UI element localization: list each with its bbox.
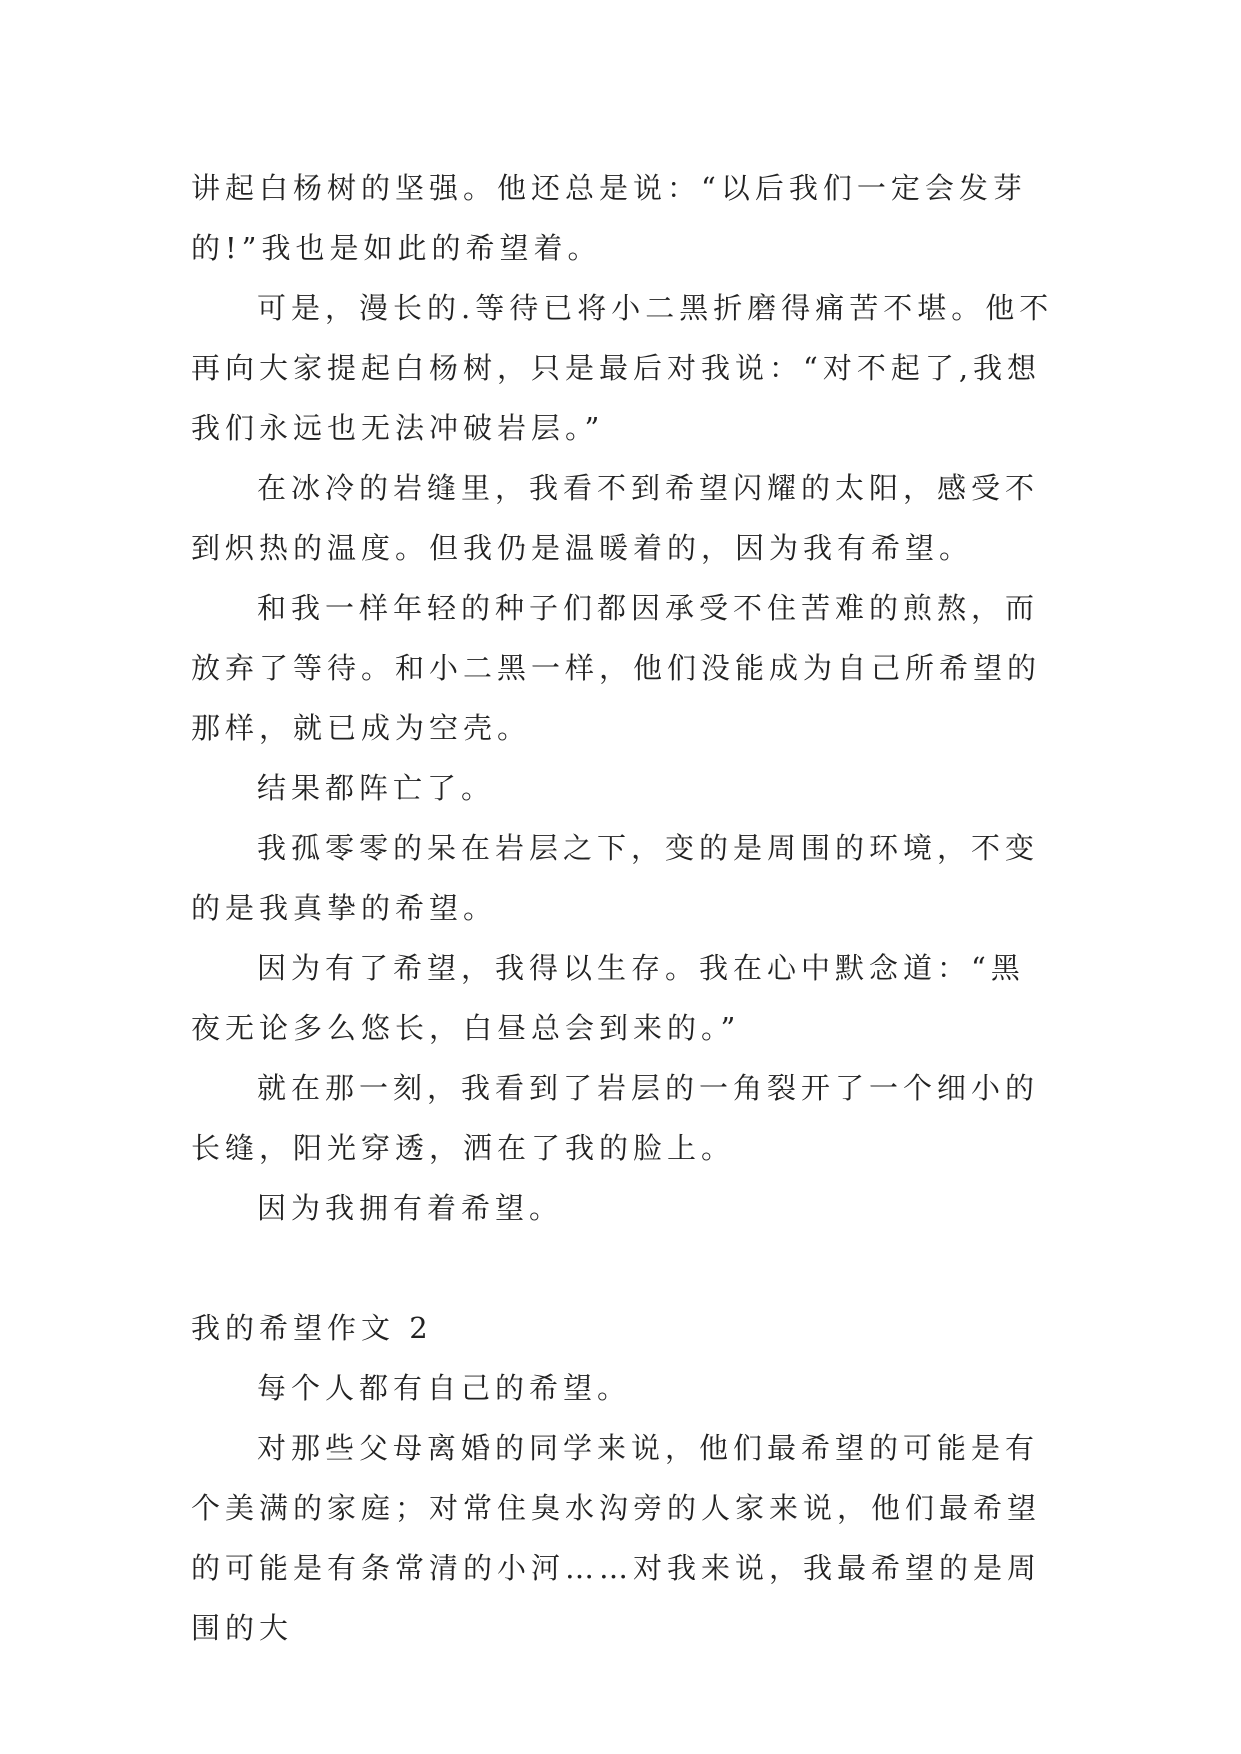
paragraph: 因为我拥有着希望。 [257, 1191, 564, 1225]
paragraph: 结果都阵亡了。 [257, 771, 496, 805]
paragraph: 每个人都有自己的希望。 [257, 1371, 632, 1405]
paragraph: 就在那一刻，我看到了岩层的一角裂开了一个细小的长缝，阳光穿透，洒在了我的脸上。 [191, 1071, 1040, 1165]
paragraph: 可是，漫长的.等待已将小二黑折磨得痛苦不堪。他不再向大家提起白杨树，只是最后对我说：“对不起了,我想我们永远也无法冲破岩层。” [191, 291, 1054, 445]
paragraph: 讲起白杨树的坚强。他还总是说：“以后我们一定会发芽的!”我也是如此的希望着。 [191, 171, 1027, 265]
paragraph: 因为有了希望，我得以生存。我在心中默念道：“黑夜无论多么悠长，白昼总会到来的。” [191, 951, 1025, 1045]
document-body [191, 158, 1055, 1658]
section-title: 我的希望作文 2 [191, 1311, 433, 1345]
paragraph: 我孤零零的呆在岩层之下，变的是周围的环境，不变的是我真挚的希望。 [191, 831, 1040, 925]
paragraph: 和我一样年轻的种子们都因承受不住苦难的煎熬，而放弃了等待。和小二黑一样，他们没能成为自己所希望的那样，就已成为空壳。 [191, 591, 1042, 745]
paragraph: 在冰冷的岩缝里，我看不到希望闪耀的太阳，感受不到炽热的温度。但我仍是温暖着的，因为我有希望。 [191, 471, 1040, 565]
paragraph: 对那些父母离婚的同学来说，他们最希望的可能是有个美满的家庭；对常住臭水沟旁的人家来说，他们最希望的可能是有条常清的小河……对我来说，我最希望的是周围的大 [191, 1431, 1042, 1645]
